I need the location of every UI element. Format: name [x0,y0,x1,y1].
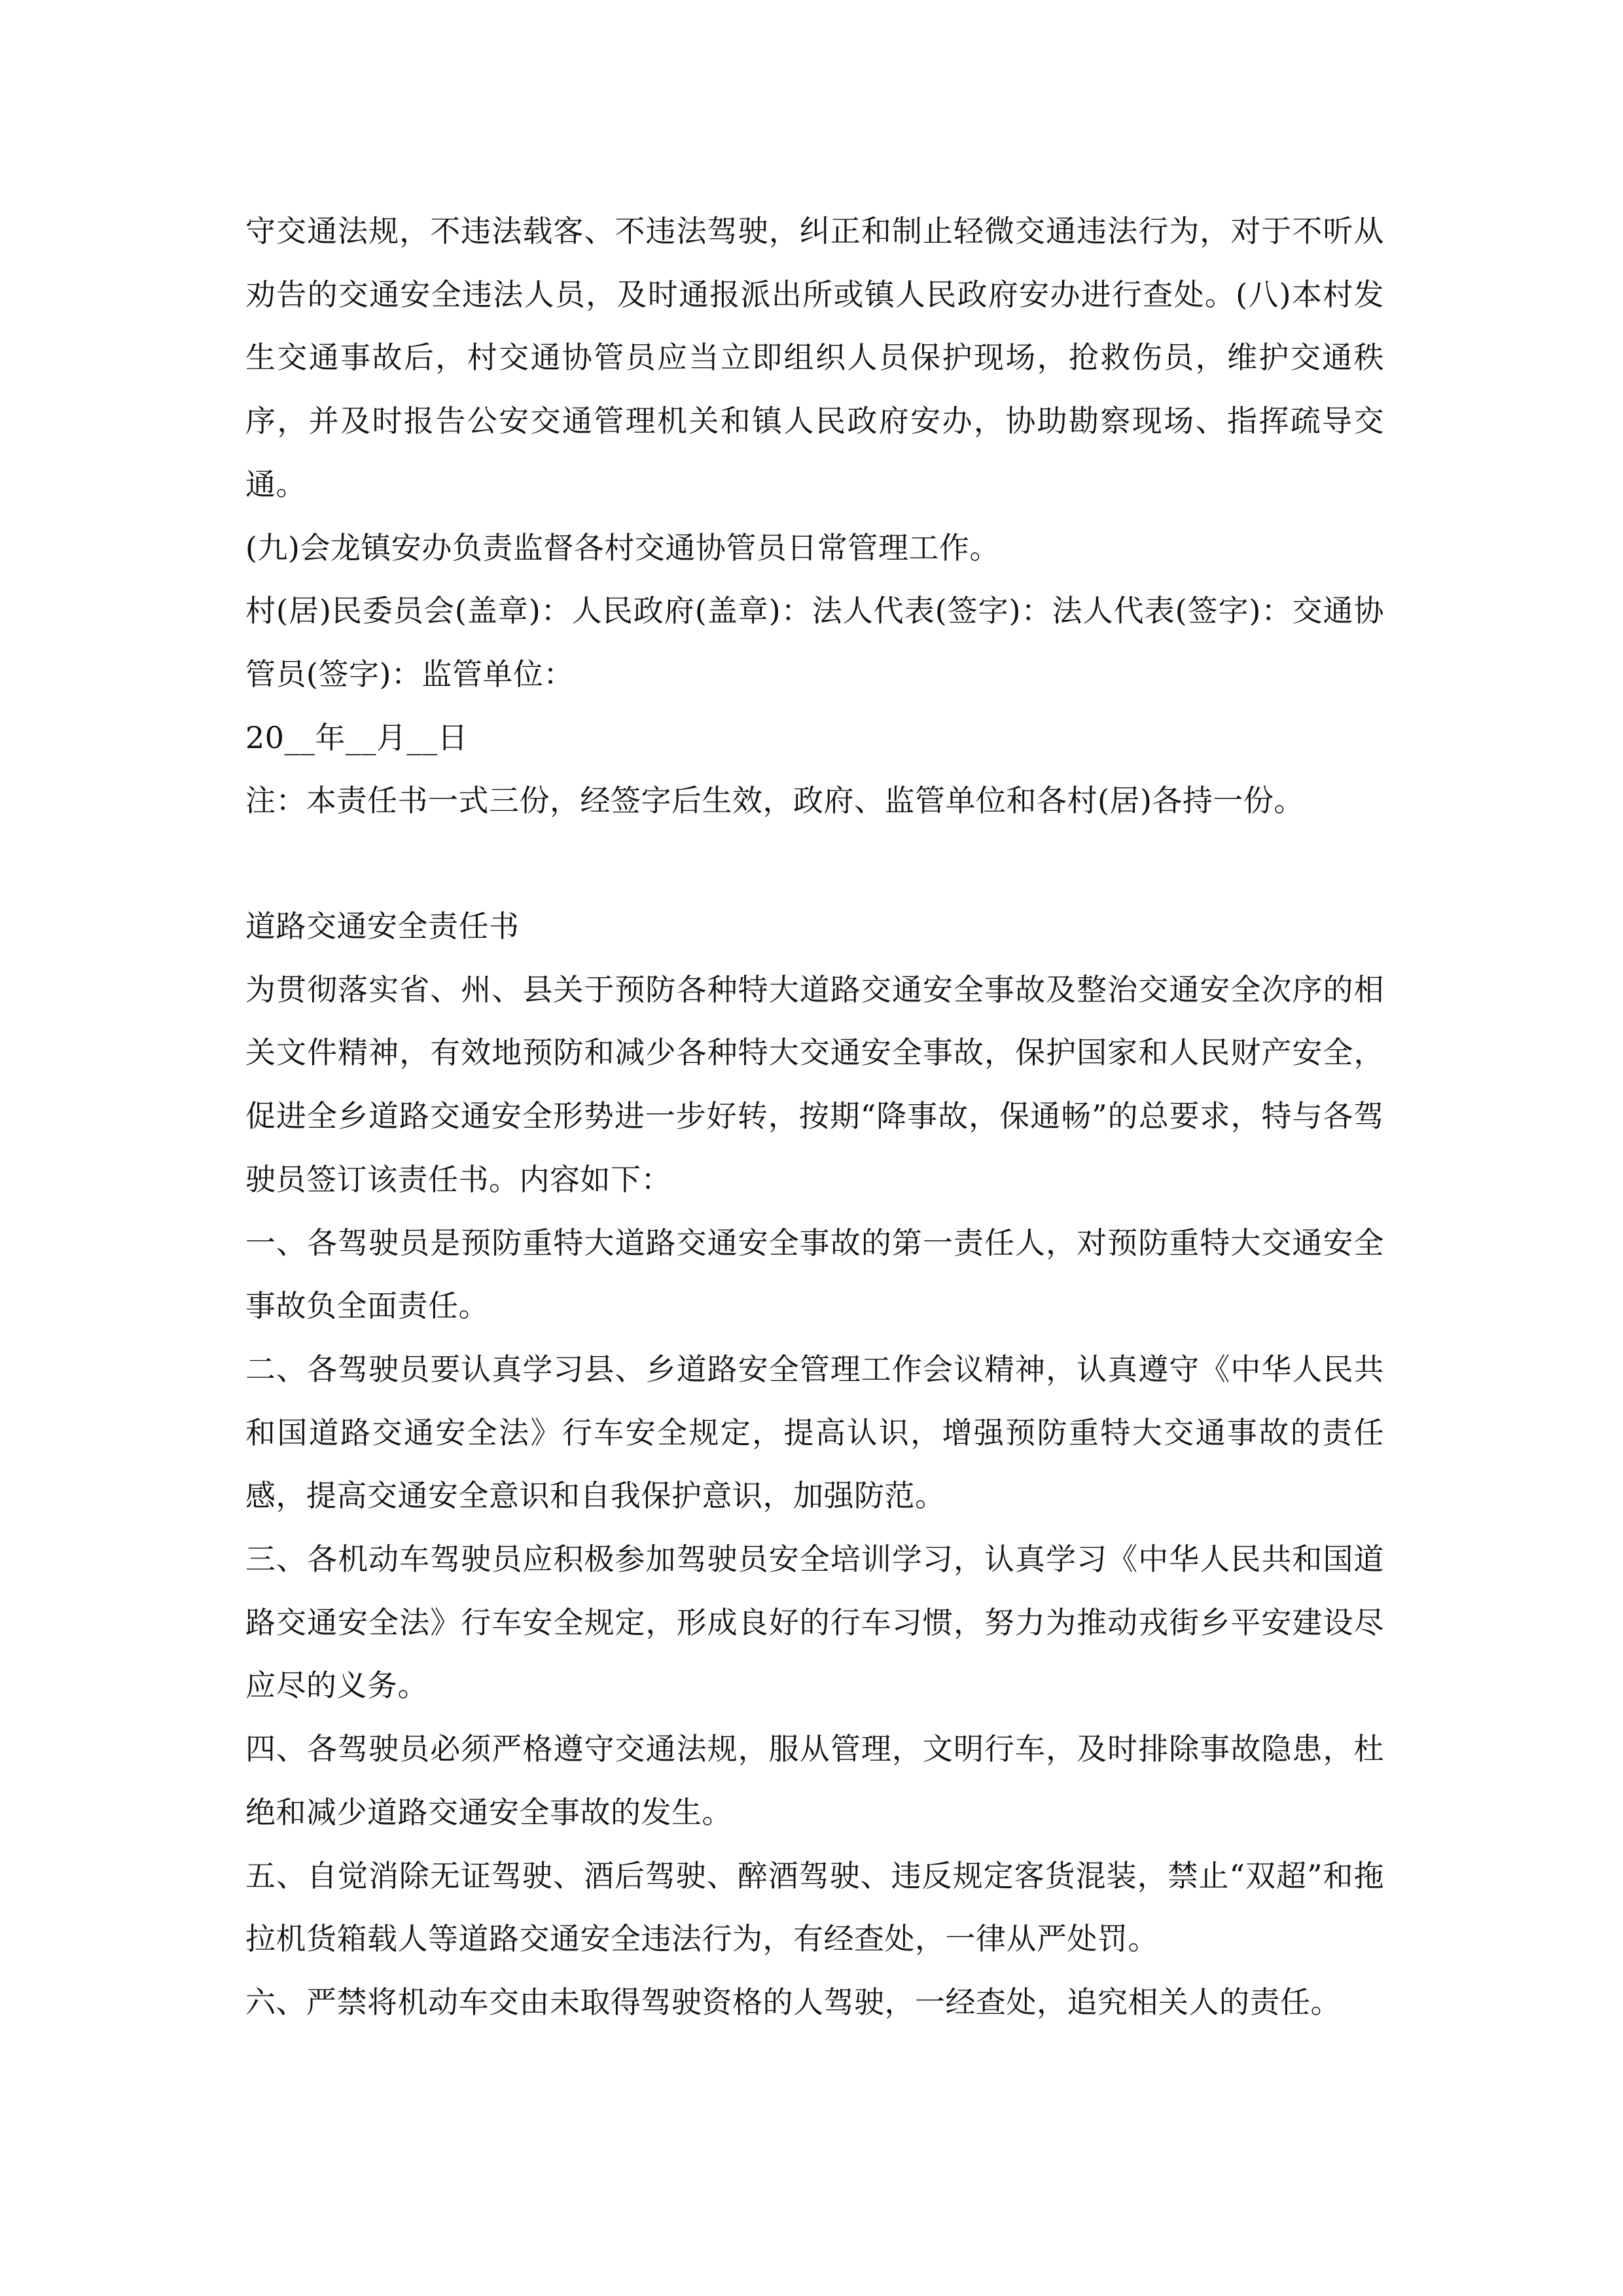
clause-5: 五、自觉消除无证驾驶、酒后驾驶、醉酒驾驶、违反规定客货混装，禁止“双超”和拖拉机货箱载人等道路交通安全违法行为，有经查处，一律从严处罚。 [245,1857,1384,1957]
clause-2: 二、各驾驶员要认真学习县、乡道路安全管理工作会议精神，认真遵守《中华人民共和国道路交通安全法》行车安全规定，提高认识，增强预防重特大交通事故的责任感，提高交通安全意识和自我保护意识，加强防范。 [245,1351,1384,1514]
section-title: 道路交通安全责任书 [245,908,520,944]
document-body [245,200,1384,2034]
signature-block: 村(居)民委员会(盖章)：人民政府(盖章)：法人代表(签字)：法人代表(签字)：交通协管员(签字)：监管单位： [245,593,1384,692]
intro-paragraph: 为贯彻落实省、州、县关于预防各种特大道路交通安全事故及整治交通安全次序的相关文件精神，有效地预防和减少各种特大交通安全事故，保护国家和人民财产安全，促进全乡道路交通安全形势进一步好转，按期“降事故，保通畅”的总要求，特与各驾驶员签订该责任书。内容如下： [245,971,1384,1197]
section-gap [245,833,1384,895]
clause-6: 六、严禁将机动车交由未取得驾驶资格的人驾驶，一经查处，追究相关人的责任。 [245,1984,1341,2020]
clause-1: 一、各驾驶员是预防重特大道路交通安全事故的第一责任人，对预防重特大交通安全事故负全面责任。 [245,1225,1384,1324]
date-line: 20__年__月__日 [245,719,469,755]
clause-4: 四、各驾驶员必须严格遵守交通法规，服从管理，文明行车，及时排除事故隐患，杜绝和减少道路交通安全事故的发生。 [245,1731,1384,1830]
paragraph-continuation: 守交通法规，不违法载客、不违法驾驶，纠正和制止轻微交通违法行为，对于不听从劝告的交通安全违法人员，及时通报派出所或镇人民政府安办进行查处。(八)本村发生交通事故后，村交通协管员应当立即组织人员保护现场，抢救伤员，维护交通秩序，并及时报告公安交通管理机关和镇人民政府安办，协助勘察现场、指挥疏导交通。 [245,213,1384,502]
paragraph-item-9: (九)会龙镇安办负责监督各村交通协管员日常管理工作。 [245,529,1000,565]
note-paragraph: 注：本责任书一式三份，经签字后生效，政府、监管单位和各村(居)各持一份。 [245,783,1304,819]
clause-3: 三、各机动车驾驶员应积极参加驾驶员安全培训学习，认真学习《中华人民共和国道路交通安全法》行车安全规定，形成良好的行车习惯，努力为推动戎街乡平安建设尽应尽的义务。 [245,1541,1384,1704]
